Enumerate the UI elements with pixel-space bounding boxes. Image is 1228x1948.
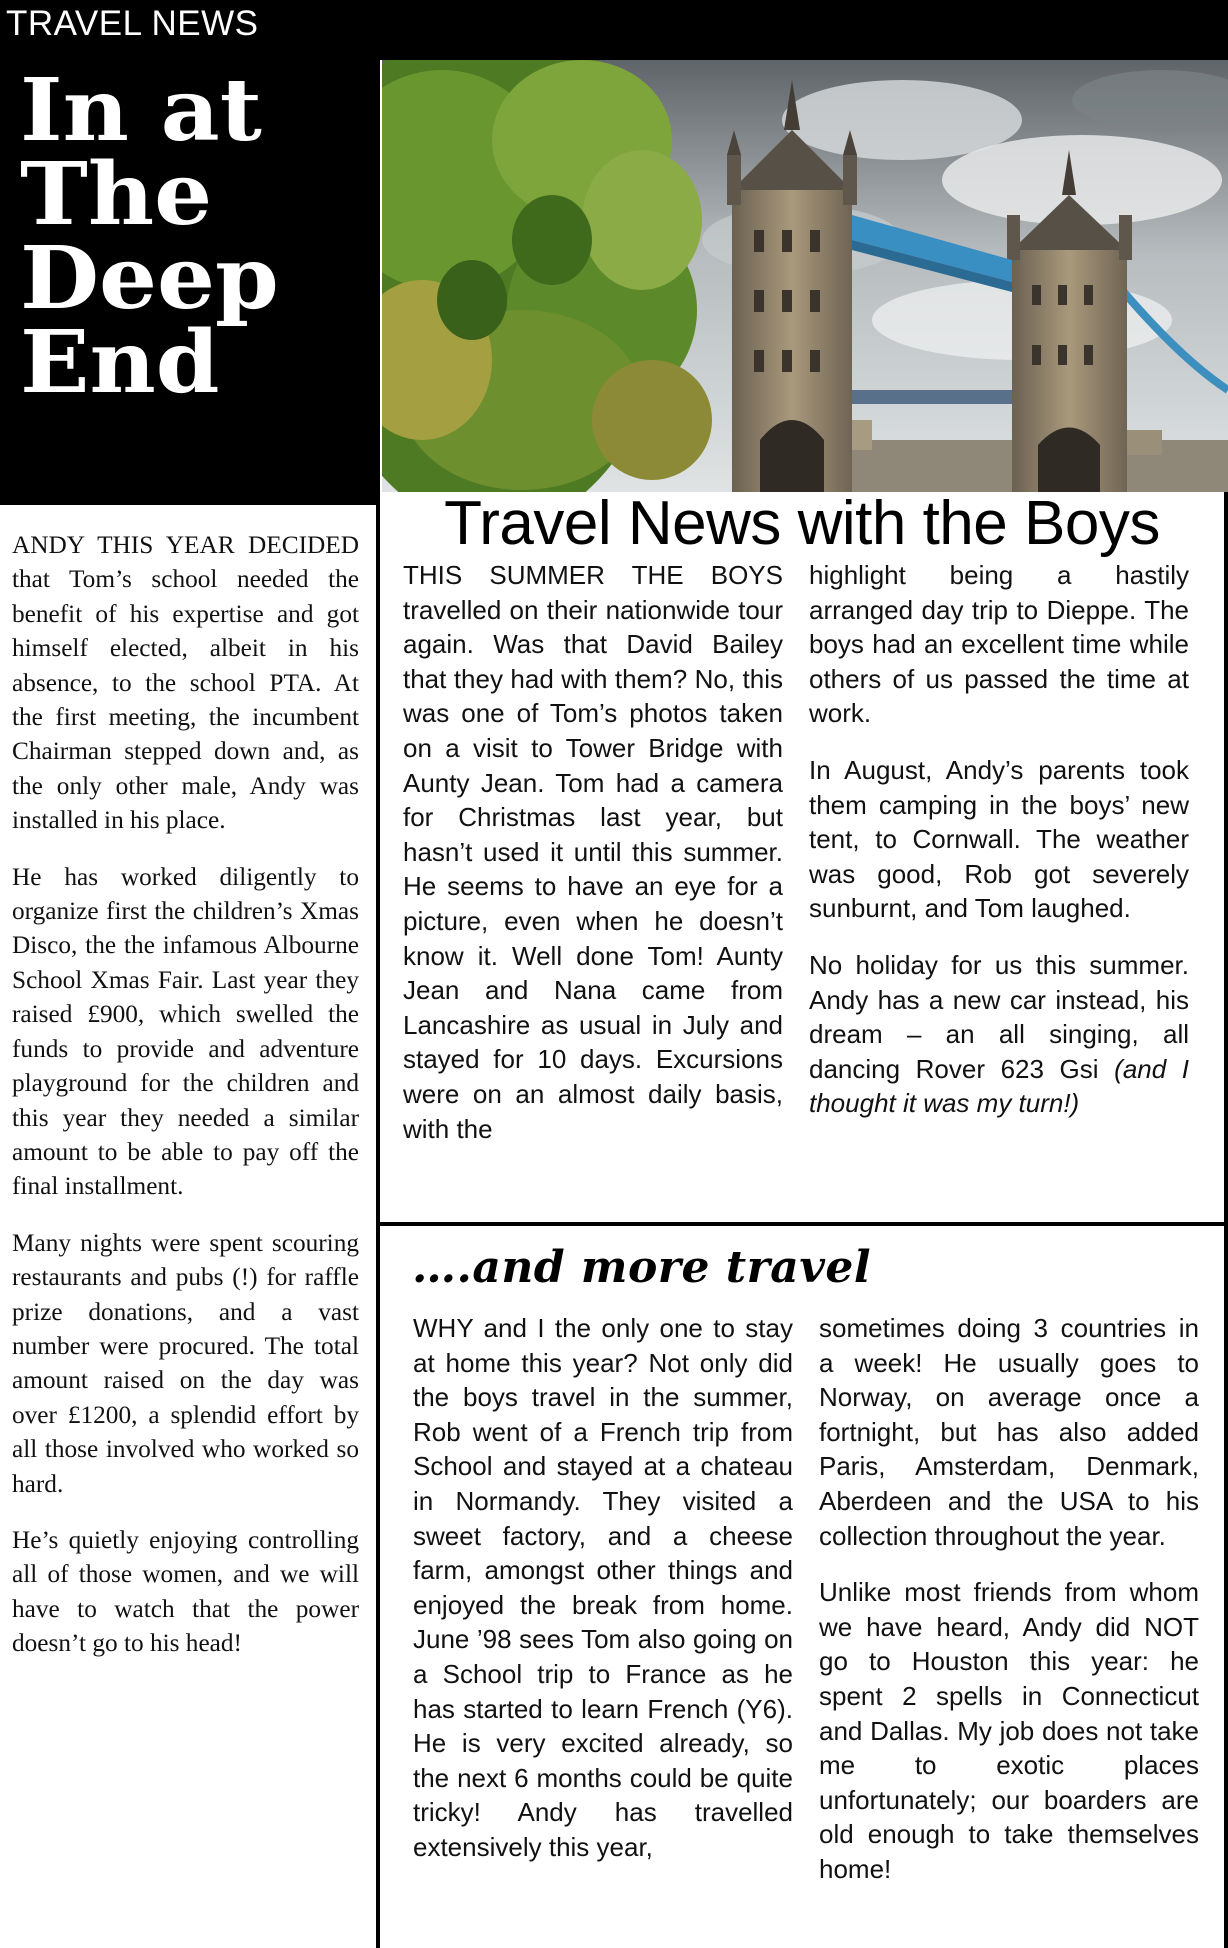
column-rule-left — [376, 505, 380, 1948]
article-paragraph: highlight being a hastily arranged day trip to Dieppe. The boys had an excellent time while others of us passed the time at work. — [809, 560, 1189, 729]
article-paragraph: In August, Andy’s parents took them camping in the boys’ new tent, to Cornwall. The weather was good, Rob got severely sunburnt, and Tom laughed. — [809, 754, 1189, 924]
travel-news-title: Travel News with the Boys — [444, 489, 1160, 558]
travel-article-column-1 — [403, 558, 783, 1220]
article-paragraph: WHY and I the only one to stay at home this year? Not only did the boys travel in the summer, Rob went of a French trip from School and stayed at a chateau in Normandy. They visited a sweet factory, and a cheese farm, amongst other things and enjoyed the break from home. June ’98 sees Tom also going on a School trip to France as he has started to learn French (Y6). He is very excited already, so the next 6 months could be quite tricky! Andy has travelled extensively this year, — [413, 1313, 793, 1862]
tower-bridge-photo — [382, 60, 1228, 492]
article-paragraph: THIS SUMMER THE BOYS travelled on their nationwide tour again. Was that David Bailey that they had with them? No, this was one of Tom’s photos taken on a visit to Tower Bridge with Aunty Jean. Tom had a camera for Christmas last year, but hasn’t used it until this summer. He seems to have an eye for a picture, even when he doesn’t know it. Well done Tom! Aunty Jean and Nana came from Lancashire as usual in July and stayed for 10 days. Excursions were on an almost daily basis, with the — [403, 560, 783, 1144]
article-paragraph: ANDY THIS YEAR DECIDED that Tom’s school needed the benefit of his expertise and got himself elected, albeit in his absence, to the school PTA. At the first meeting, the incumbent Chairman stepped down and, as the only other male, Andy was installed in his place. — [12, 531, 359, 835]
column-rule-right — [1224, 492, 1228, 1948]
article-text: No holiday for us this summer. Andy has a new car instead, his dream – an all singing, all dancing Rover 623 Gsi — [809, 949, 1189, 1084]
article-paragraph: Unlike most friends from whom we have heard, Andy did NOT go to Houston this year: he spent 2 spells in Connecticut and Dallas. My job does not take me to exotic places unfortunately; our boarders are old enough to take themselves home! — [819, 1577, 1199, 1884]
article-paragraph: He has worked diligently to organize first the children’s Xmas Disco, the the infamous Albourne School Xmas Fair. Last year they raised £900, which swelled the funds to provide and adventure playground for the children and this year they needed a similar amount to be able to pay off the final installment. — [12, 862, 359, 1201]
more-travel-column-1 — [413, 1311, 793, 1948]
more-travel-column-2 — [819, 1311, 1199, 1909]
tower-bridge-illustration — [382, 60, 1228, 492]
section-divider — [380, 1222, 1228, 1226]
article-paragraph: He’s quietly enjoying controlling all of those women, and we will have to watch that the power doesn’t go to his head! — [12, 1525, 359, 1658]
headline-line-2: The — [20, 144, 213, 245]
headline-line-1: In at — [20, 60, 262, 161]
article-paragraph: sometimes doing 3 countries in a week! He usually goes to Norway, on average once a fortnight, but has also added Paris, Amsterdam, Denmark, Aberdeen and the USA to his collection throughout the year. — [819, 1313, 1199, 1551]
section-kicker: TRAVEL NEWS — [6, 4, 259, 43]
headline-line-4: End — [20, 312, 220, 413]
article-paragraph: Many nights were spent scouring restaurants and pubs (!) for raffle prize donations, and a vast number were procured. The total amount raised on the day was over £1200, a splendid effort by all those involved who worked so hard. — [12, 1228, 359, 1498]
travel-article-column-2 — [809, 558, 1189, 1143]
headline-line-3: Deep — [20, 228, 279, 329]
more-travel-title: ….and more travel — [412, 1242, 872, 1293]
pta-article — [12, 528, 359, 1683]
article-paragraph — [809, 948, 1189, 1121]
headline-box — [0, 60, 380, 505]
aside-text: (and I thought it was my turn!) — [809, 1053, 1189, 1119]
